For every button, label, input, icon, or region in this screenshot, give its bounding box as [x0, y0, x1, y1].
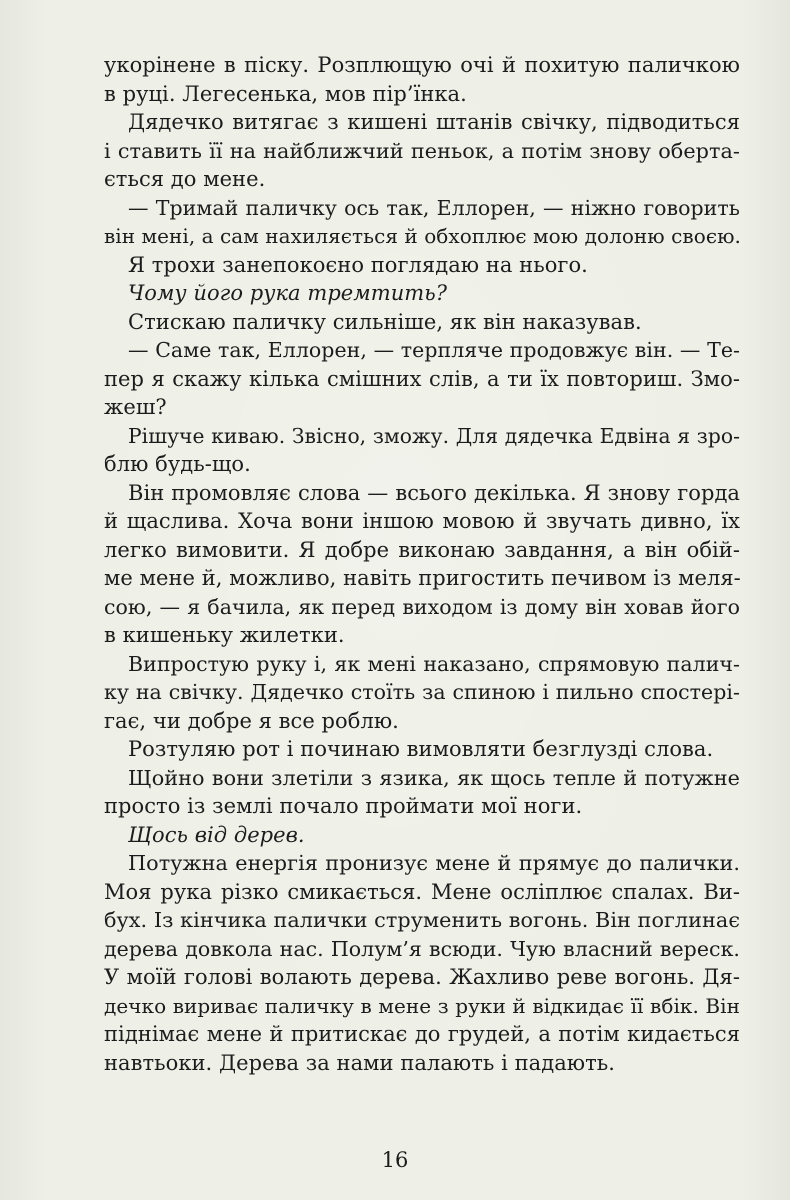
text-line: Я трохи занепокоєно поглядаю на нього. [128, 252, 588, 277]
text-line: піднімає мене й притискає до грудей, а потім кидається [104, 1022, 740, 1046]
text-line: бух. Із кінчика палички струменить вогонь. Він поглинає [104, 908, 740, 932]
text-line: легко вимовити. Я добре виконаю завдання, а він обій- [104, 537, 740, 562]
text-line: Випростую руку і, як мені наказано, спрямовую палич- [128, 651, 740, 676]
text-line: — Саме так, Еллорен, — терпляче продовжує він. — Те- [128, 338, 740, 362]
text-line: він мені, а сам нахиляється й обхоплює мою долоню своєю. [104, 224, 741, 248]
text-line: ме мене й, можливо, навіть пригостить печивом із меля- [104, 566, 741, 590]
text-line: і ставить її на найближчий пеньок, а потім знову оберта- [104, 138, 740, 163]
text-line: Стискаю паличку сильніше, як він наказував. [128, 309, 642, 334]
text-line: в руці. Легесенька, мов пір’їнка. [104, 81, 467, 106]
text-line: — Тримай паличку ось так, Еллорен, — ніжно говорить [128, 195, 740, 220]
text-line: дечко вириває паличку в мене з руки й відкидає її вбік. Він [104, 993, 740, 1018]
text-line: сою, — я бачила, як перед виходом із дому він ховав його [104, 594, 740, 619]
text-line: ку на свічку. Дядечко стоїть за спиною і пильно спостері- [104, 680, 740, 704]
text-line: блю будь-що. [104, 452, 251, 476]
text-line: навтьоки. Дерева за нами палають і падають. [104, 1050, 615, 1075]
text-line: Потужна енергія пронизує мене й прямує до палички. [128, 851, 740, 875]
text-line: Щойно вони злетіли з язика, як щось тепле й потужне [128, 765, 740, 790]
text-line: Він промовляє слова — всього декілька. Я знову горда [128, 480, 740, 505]
text-line: просто із землі почало проймати мої ноги. [104, 794, 583, 818]
text-line: й щаслива. Хоча вони іншою мовою й звучать дивно, їх [104, 509, 740, 533]
page-number: 16 [381, 1148, 409, 1172]
text-line: Рішуче киваю. Звісно, зможу. Для дядечка Едвіна я зро- [128, 423, 740, 448]
text-line: Моя рука різко смикається. Мене осліплює спалах. Ви- [104, 879, 740, 904]
text-line: дерева довкола нас. Полум’я всюди. Чую власний вереск. [104, 936, 740, 961]
text-line: Щось від дерев. [128, 822, 305, 847]
text-line: Дядечко витягає з кишені штанів свічку, підводиться [128, 110, 740, 134]
text-line: ється до мене. [104, 167, 266, 191]
body-text [104, 51, 740, 1077]
text-line: пер я скажу кілька смішних слів, а ти їх повториш. Змо- [104, 366, 740, 391]
text-line: Чому його рука тремтить? [128, 281, 448, 305]
text-line: жеш? [104, 395, 167, 419]
text-line: У моїй голові волають дерева. Жахливо реве вогонь. Дя- [104, 965, 740, 989]
text-line: Розтуляю рот і починаю вимовляти безглузді слова. [128, 737, 714, 761]
text-line: в кишеньку жилетки. [104, 623, 345, 647]
text-line: укорінене в піску. Розплющую очі й похитую паличкою [104, 53, 740, 77]
text-line: гає, чи добре я все роблю. [104, 708, 399, 733]
